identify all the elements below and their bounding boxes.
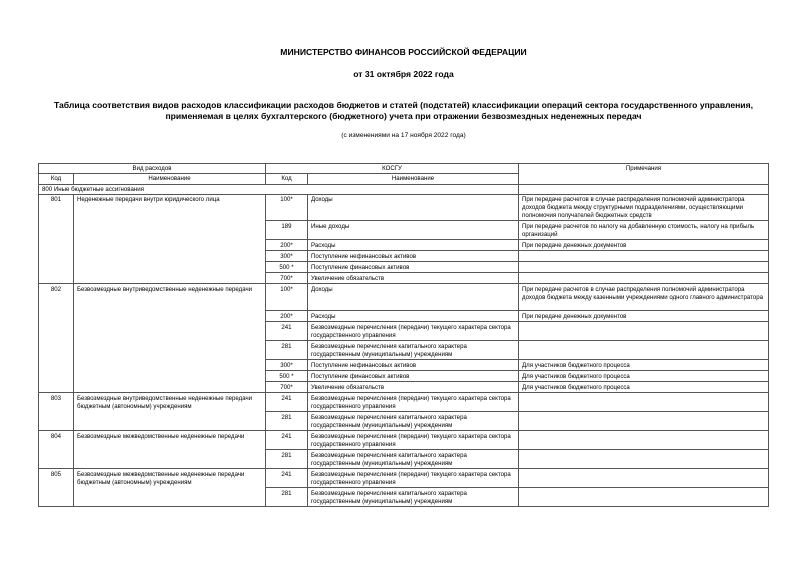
ministry-title: МИНИСТЕРСТВО ФИНАНСОВ РОССИЙСКОЙ ФЕДЕРАЦИИ — [280, 47, 527, 57]
expense-type-code: 803 — [39, 393, 74, 431]
note — [519, 341, 769, 360]
kosgu-code: 241 — [266, 393, 308, 412]
note: Для участников бюджетного процесса — [519, 360, 769, 371]
header-vid-raskhodov: Вид расходов — [39, 164, 266, 174]
header-kod: Код — [39, 174, 74, 184]
kosgu-name: Доходы — [308, 194, 519, 220]
note — [519, 469, 769, 488]
table-body — [39, 164, 769, 507]
note: При передаче расчетов в случае распределения полномочий администратора доходов бюджета между структурными подразделениями, осуществляющими полномочия получателей бюджетных средств — [519, 194, 769, 220]
kosgu-code: 300* — [266, 360, 308, 371]
kosgu-name: Безвозмездные перечисления (передачи) текущего характера сектора государственного управления — [308, 393, 519, 412]
table-row — [39, 284, 769, 311]
expense-type-code: 804 — [39, 431, 74, 469]
expense-type-name: Безвозмездные межведомственные неденежные передачи бюджетным (автономным) учреждениям — [74, 469, 266, 507]
kosgu-code: 500 * — [266, 371, 308, 382]
kosgu-code: 100* — [266, 194, 308, 220]
note: При передаче денежных документов — [519, 240, 769, 251]
header-primechaniya: Примечания — [519, 164, 769, 185]
kosgu-code: 200* — [266, 240, 308, 251]
document-date: от 31 октября 2022 года — [353, 69, 454, 79]
kosgu-code: 241 — [266, 431, 308, 450]
kosgu-name: Безвозмездные перечисления капитального характера государственным (муниципальным) учреждениям — [308, 412, 519, 431]
correspondence-table-wrapper — [38, 163, 768, 507]
kosgu-name: Безвозмездные перечисления капитального характера государственным (муниципальным) учреждениям — [308, 341, 519, 360]
header-naimenovanie: Наименование — [74, 174, 266, 184]
note — [519, 450, 769, 469]
header-kosgu-kod: Код — [266, 174, 308, 184]
kosgu-name: Безвозмездные перечисления капитального характера государственным (муниципальным) учреждениям — [308, 488, 519, 507]
kosgu-name: Увеличение обязательств — [308, 382, 519, 393]
note — [519, 262, 769, 273]
note — [519, 393, 769, 412]
expense-type-code: 805 — [39, 469, 74, 507]
correspondence-table — [38, 163, 769, 507]
kosgu-code: 281 — [266, 341, 308, 360]
table-row — [39, 393, 769, 412]
expense-type-code: 802 — [39, 284, 74, 393]
kosgu-name: Поступление финансовых активов — [308, 262, 519, 273]
kosgu-code: 500 * — [266, 262, 308, 273]
table-row — [39, 469, 769, 488]
kosgu-code: 100* — [266, 284, 308, 311]
expense-type-name: Неденежные передачи внутри юридического лица — [74, 194, 266, 283]
note — [519, 431, 769, 450]
table-row — [39, 194, 769, 220]
kosgu-code: 281 — [266, 488, 308, 507]
expense-type-name: Безвозмездные внутриведомственные неденежные передачи бюджетным (автономным) учреждениям — [74, 393, 266, 431]
kosgu-name: Безвозмездные перечисления капитального характера государственным (муниципальным) учреждениям — [308, 450, 519, 469]
kosgu-code: 300* — [266, 251, 308, 262]
note: Для участников бюджетного процесса — [519, 371, 769, 382]
kosgu-name: Иные доходы — [308, 221, 519, 240]
note — [519, 412, 769, 431]
header-row-1 — [39, 164, 769, 174]
section-row — [39, 184, 769, 194]
expense-type-code: 801 — [39, 194, 74, 283]
kosgu-name: Доходы — [308, 284, 519, 311]
kosgu-code: 241 — [266, 322, 308, 341]
note: При передаче расчетов в случае распределения полномочий администратора доходов бюджета между казенными учреждениями одного главного администратора — [519, 284, 769, 311]
note — [519, 251, 769, 262]
header-kosgu: КОСГУ — [266, 164, 519, 174]
kosgu-code: 700* — [266, 382, 308, 393]
note — [519, 322, 769, 341]
kosgu-name: Расходы — [308, 240, 519, 251]
note — [519, 488, 769, 507]
kosgu-name: Безвозмездные перечисления (передачи) текущего характера сектора государственного управления — [308, 322, 519, 341]
kosgu-name: Расходы — [308, 311, 519, 322]
note: Для участников бюджетного процесса — [519, 382, 769, 393]
kosgu-name: Поступление нефинансовых активов — [308, 251, 519, 262]
kosgu-code: 281 — [266, 450, 308, 469]
table-title-line2: применяемая в целях бухгалтерского (бюджетного) учета при отражении безвозмездных неденежных передач — [165, 111, 642, 121]
kosgu-name: Поступление финансовых активов — [308, 371, 519, 382]
kosgu-code: 189 — [266, 221, 308, 240]
note: При передаче расчетов по налогу на добавленную стоимость, налогу на прибыль организаций — [519, 221, 769, 240]
note: При передаче денежных документов — [519, 311, 769, 322]
kosgu-name: Поступление нефинансовых активов — [308, 360, 519, 371]
kosgu-code: 200* — [266, 311, 308, 322]
header-kosgu-naimenovanie: Наименование — [308, 174, 519, 184]
kosgu-name: Увеличение обязательств — [308, 273, 519, 284]
section-label: 800 Иные бюджетные ассигнования — [39, 184, 519, 194]
kosgu-code: 700* — [266, 273, 308, 284]
kosgu-name: Безвозмездные перечисления (передачи) текущего характера сектора государственного управления — [308, 431, 519, 450]
kosgu-code: 241 — [266, 469, 308, 488]
amendment-note: (с изменениями на 17 ноября 2022 года) — [341, 132, 466, 139]
expense-type-name: Безвозмездные внутриведомственные неденежные передачи — [74, 284, 266, 393]
note — [519, 273, 769, 284]
kosgu-name: Безвозмездные перечисления (передачи) текущего характера сектора государственного управления — [308, 469, 519, 488]
table-row — [39, 431, 769, 450]
kosgu-code: 281 — [266, 412, 308, 431]
table-title-line1: Таблица соответствия видов расходов классификации расходов бюджетов и статей (подстатей) классификации операций сектора государственного управления, — [53, 100, 753, 110]
section-note-cell — [519, 184, 769, 194]
expense-type-name: Безвозмездные межведомственные неденежные передачи — [74, 431, 266, 469]
